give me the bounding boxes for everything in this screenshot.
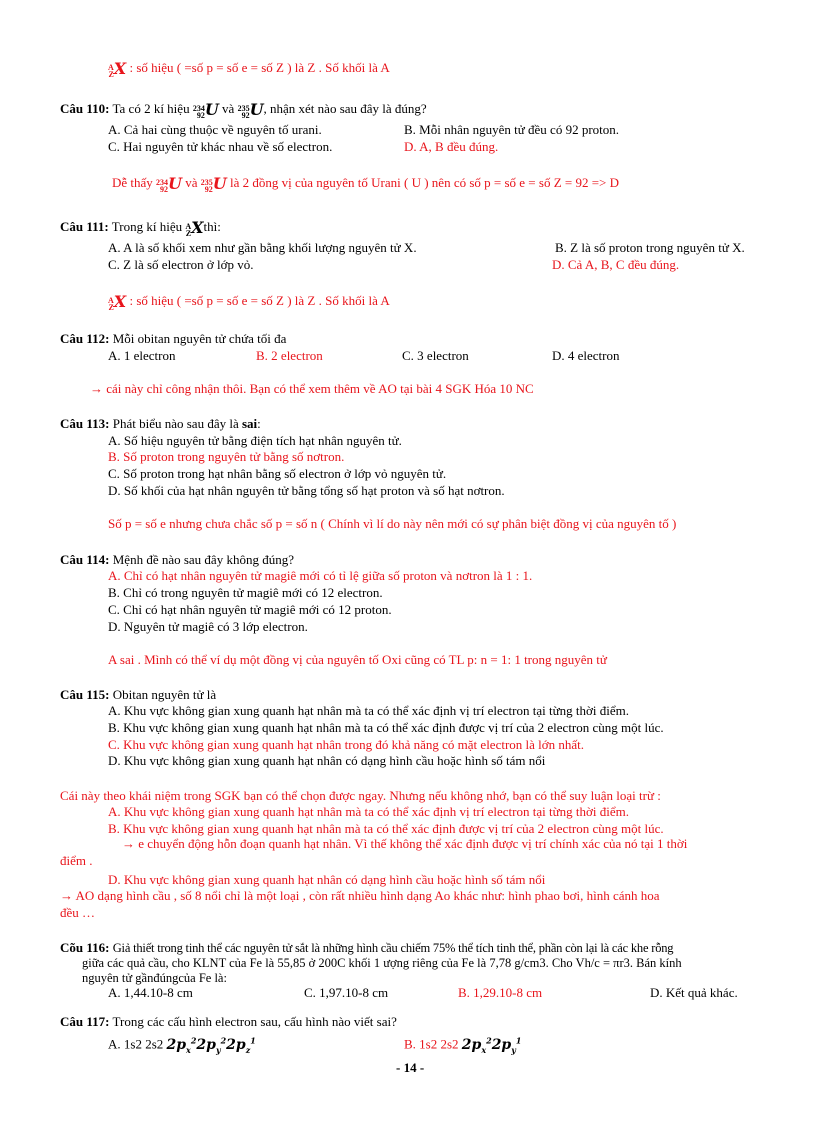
q116-option-c: C. 1,97.10-8 cm bbox=[304, 985, 389, 1000]
q111-option-d: D. Cả A, B, C đều đúng. bbox=[552, 257, 680, 272]
q116-option-a: A. 1,44.10-8 cm bbox=[108, 985, 193, 1000]
q117-option-b: B. 1s2 2s2 $2p_x^22p_y^1$ bbox=[404, 1035, 522, 1055]
q115-note-last-cont: đều … bbox=[60, 905, 96, 920]
q112-stem: Câu 112: Mỗi obitan nguyên tử chứa tối đa bbox=[60, 331, 287, 346]
orbital-config-b: $2p_x^22p_y^1$ bbox=[461, 1035, 522, 1055]
q116-option-b: B. 1,29.10-8 cm bbox=[458, 985, 543, 1000]
q115-stem: Câu 115: Obitan nguyên tử là bbox=[60, 687, 217, 702]
q115-note-d: D. Khu vực không gian xung quanh hạt nhân có dạng hình cầu hoặc hình số tám nổi bbox=[108, 872, 546, 887]
q114-option-c: C. Chỉ có hạt nhân nguyên tử magiê mới có 12 proton. bbox=[108, 602, 392, 617]
q113-option-a: A. Số hiệu nguyên tử bằng điện tích hạt nhân nguyên tử. bbox=[108, 433, 402, 448]
q113-option-c: C. Số proton trong hạt nhân bằng số electron ở lớp vỏ nguyên tử. bbox=[108, 466, 447, 481]
page-number: - 14 - bbox=[396, 1060, 425, 1075]
nuclide-symbol: A ZX bbox=[108, 58, 127, 79]
q115-note-a: A. Khu vực không gian xung quanh hạt nhân mà ta có thể xác định vị trí electron tại từng thời điểm. bbox=[108, 804, 629, 819]
q117-stem: Câu 117: Trong các cấu hình electron sau, cấu hình nào viết sai? bbox=[60, 1014, 397, 1029]
q111-option-c: C. Z là số electron ở lớp vỏ. bbox=[108, 257, 254, 272]
q115-option-b: B. Khu vực không gian xung quanh hạt nhân mà ta có thể xác định được vị trí của 2 electron cùng một lúc. bbox=[108, 720, 664, 735]
q115-note-intro: Cái này theo khái niệm trong SGK bạn có thể chọn được ngay. Nhưng nếu không nhớ, bạn có thể suy luận loại trừ : bbox=[60, 788, 661, 803]
nuclide-u235: 235 92U bbox=[200, 173, 227, 194]
q116-stem-line1: Cõu 116: Giả thiết trong tinh thể các nguyên tử sắt là những hình cầu chiếm 75% thể tích tinh thể, phần còn lại là các khe rỗng bbox=[60, 940, 674, 955]
q112-option-c: C. 3 electron bbox=[402, 348, 469, 363]
q114-note: A sai . Mình có thể ví dụ một đồng vị của nguyên tố Oxi cũng có TL p: n = 1: 1 trong nguyên tử bbox=[108, 652, 607, 667]
q110-option-b: B. Mỗi nhân nguyên tử đều có 92 proton. bbox=[404, 122, 620, 137]
q115-option-a: A. Khu vực không gian xung quanh hạt nhân mà ta có thể xác định vị trí electron tại từng thời điểm. bbox=[108, 703, 629, 718]
nuclide-u234: 234 92U bbox=[192, 99, 219, 120]
nuclide-symbol: A ZX bbox=[185, 217, 204, 238]
q113-option-b: B. Số proton trong nguyên tử bằng số nơtron. bbox=[108, 449, 345, 464]
q110-stem: Câu 110: Ta có 2 kí hiệu 234 92U và 235 92U, nhận xét nào sau đây là đúng? bbox=[60, 99, 427, 120]
q115-note-arrow-cont: điểm . bbox=[60, 853, 93, 868]
q114-option-a: A. Chỉ có hạt nhân nguyên tử magiê mới có tỉ lệ giữa số proton và nơtron là 1 : 1. bbox=[108, 568, 533, 583]
q115-note-last: → AO dạng hình cầu , số 8 nổi chỉ là một loại , còn rất nhiều hình dạng Ao khác như: hình phao bơi, hình cánh hoa bbox=[60, 888, 660, 903]
q110-option-c: C. Hai nguyên tử khác nhau về số electron. bbox=[108, 139, 333, 154]
q114-option-b: B. Chỉ có trong nguyên tử magiê mới có 12 electron. bbox=[108, 585, 383, 600]
azx-note-top: A ZX : số hiệu ( =số p = số e = số Z ) là Z . Số khối là A bbox=[108, 58, 390, 79]
q113-option-d: D. Số khối của hạt nhân nguyên tử bằng tổng số hạt proton và số hạt nơtron. bbox=[108, 483, 505, 498]
q111-option-b: B. Z là số proton trong nguyên tử X. bbox=[555, 240, 745, 255]
q112-note: → cái này chỉ công nhận thôi. Bạn có thể xem thêm về AO tại bài 4 SGK Hóa 10 NC bbox=[90, 381, 534, 396]
q115-option-c: C. Khu vực không gian xung quanh hạt nhân trong đó khả năng có mặt electron là lớn nhất. bbox=[108, 737, 585, 752]
q110-option-d: D. A, B đều đúng. bbox=[404, 139, 499, 154]
q115-note-arrow: → e chuyển động hỗn đoạn quanh hạt nhân. Vì thế không thể xác định được vị trí chính xác của nó tại 1 thời bbox=[122, 836, 688, 851]
q110-option-a: A. Cả hai cùng thuộc về nguyên tố urani. bbox=[108, 122, 322, 137]
q115-option-d: D. Khu vực không gian xung quanh hạt nhân có dạng hình cầu hoặc hình số tám nổi bbox=[108, 753, 546, 768]
orbital-config-a: $2p_x^22p_y^22p_z^1$ bbox=[166, 1035, 256, 1055]
q110-note: Dễ thấy 234 92U và 235 92U là 2 đồng vị của nguyên tố Urani ( U ) nên có số p = số e = số Z = 92 => D bbox=[112, 173, 620, 194]
q117-option-a: A. 1s2 2s2 $2p_x^22p_y^22p_z^1$ bbox=[108, 1035, 256, 1055]
nuclide-u234: 234 92U bbox=[156, 173, 182, 194]
q116-stem-line3: nguyên tử gầnđúngcủa Fe là: bbox=[82, 971, 227, 985]
q113-note: Số p = số e nhưng chưa chắc số p = số n ( Chính vì lí do này nên mới có sự phân biệt đồng vị của nguyên tố ) bbox=[108, 516, 677, 531]
azx-note-q111: A ZX : số hiệu ( =số p = số e = số Z ) là Z . Số khối là A bbox=[108, 291, 390, 312]
q114-stem: Câu 114: Mệnh đề nào sau đây không đúng? bbox=[60, 552, 294, 567]
q112-option-a: A. 1 electron bbox=[108, 348, 176, 363]
q111-option-a: A. A là số khối xem như gần bằng khối lượng nguyên tử X. bbox=[108, 240, 417, 255]
q113-stem: Câu 113: Phát biểu nào sau đây là sai: bbox=[60, 416, 261, 431]
q116-option-d: D. Kết quả khác. bbox=[650, 985, 738, 1000]
q112-option-b: B. 2 electron bbox=[256, 348, 323, 363]
nuclide-u235: 235 92U bbox=[237, 99, 264, 120]
q115-note-b: B. Khu vực không gian xung quanh hạt nhân mà ta có thể xác định được vị trí của 2 electron cùng một lúc. bbox=[108, 821, 664, 836]
q112-option-d: D. 4 electron bbox=[552, 348, 620, 363]
q111-stem: Câu 111: Trong kí hiệu A ZXthì: bbox=[60, 217, 221, 238]
q114-option-d: D. Nguyên tử magiê có 3 lớp electron. bbox=[108, 619, 308, 634]
q116-stem-line2: giữa các quả cầu, cho KLNT của Fe là 55,85 ở 200C khối 1 ượng riêng của Fe là 7,78 g/cm3. Cho Vh/c = πr3. Bán kính bbox=[82, 956, 682, 970]
nuclide-symbol: A ZX bbox=[108, 291, 127, 312]
